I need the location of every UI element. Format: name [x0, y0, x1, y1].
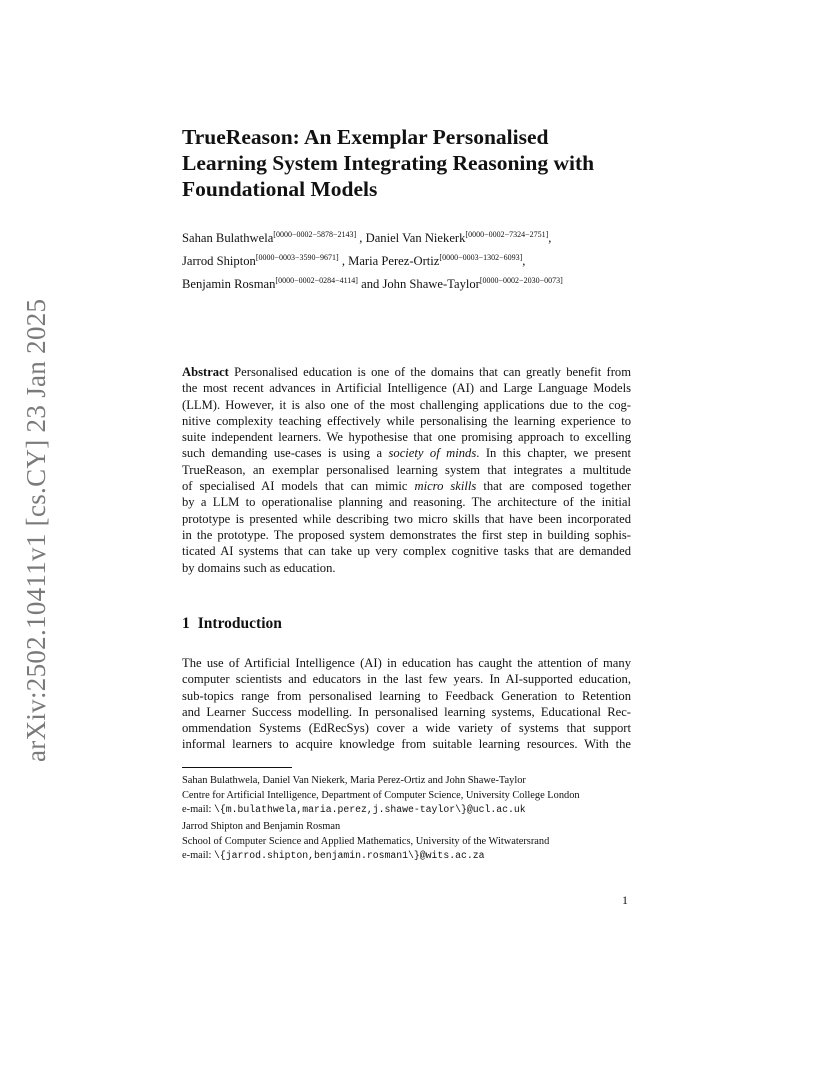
body-line: computer scientists and educators in the last few years. In AI-supported education,: [182, 672, 631, 687]
author-list: [182, 225, 642, 294]
author-name: Jarrod Shipton: [182, 254, 256, 268]
section-title: Introduction: [197, 615, 282, 632]
orcid-id[interactable]: [0000−0002−2030−0073]: [479, 276, 563, 285]
orcid-id[interactable]: [0000−0002−7324−2751]: [465, 230, 549, 239]
arxiv-identifier-stamp[interactable]: arXiv:2502.10411v1 [cs.CY] 23 Jan 2025: [21, 298, 51, 762]
abstract-paragraph: [182, 364, 631, 576]
orcid-id[interactable]: [0000−0003−1302−6093]: [439, 253, 523, 262]
introduction-paragraph: [182, 655, 631, 753]
paper-title: [182, 124, 642, 202]
orcid-id[interactable]: [0000−0002−0284−4114]: [275, 276, 358, 285]
author-name: Sahan Bulathwela: [182, 231, 274, 245]
body-line: sub-topics range from personalised learning to Feedback Generation to Retention: [182, 688, 631, 703]
abstract-line: by a LLM to operationalise planning and reasoning. The architecture of the initial: [182, 495, 631, 510]
abstract-line: in the prototype. The proposed system demonstrates the first step in building sophis-: [182, 527, 631, 542]
abstract-line: the most recent advances in Artificial Intelligence (AI) and Large Language Models: [182, 381, 631, 396]
orcid-id[interactable]: [0000−0002−5878−2143]: [273, 230, 357, 239]
abstract-line: [182, 364, 631, 380]
affiliation-footnote-wits: [182, 820, 642, 864]
abstract-line: [182, 445, 631, 461]
abstract-text: such demanding use-cases is using a: [182, 446, 389, 461]
email-label: e-mail:: [182, 804, 215, 816]
author-separator: and: [357, 277, 383, 291]
author-separator: ,: [338, 254, 349, 268]
abstract-line: nitive complexity teaching effectively while personalising the learning experience to: [182, 413, 631, 428]
abstract-label: Abstract: [182, 365, 229, 379]
section-heading-introduction: [182, 615, 282, 633]
email-address[interactable]: \{m.bulathwela,maria.perez,j.shawe-taylor\}@ucl.ac.uk: [214, 804, 526, 816]
abstract-line: (LLM). However, it is also one of the most challenging applications due to the cog-: [182, 397, 631, 412]
author-separator: ,: [522, 254, 526, 268]
author-line: [182, 225, 642, 248]
affiliation-footnote-ucl: [182, 774, 642, 818]
abstract-text: that are composed together: [476, 479, 632, 494]
title-line: TrueReason: An Exemplar Personalised: [182, 125, 549, 149]
footnote-email-line: [182, 849, 642, 864]
page-number: 1: [622, 893, 628, 907]
abstract-text: . In this chapter, we present: [476, 446, 631, 461]
abstract-line: TrueReason, an exemplar personalised learning system that integrates a multitude: [182, 462, 631, 477]
abstract-text: Personalised education is one of the domains that can greatly benefit from: [228, 365, 631, 379]
footnote-affiliation: Centre for Artificial Intelligence, Department of Computer Science, University College London: [182, 789, 580, 801]
author-name: Benjamin Rosman: [182, 277, 276, 291]
footnote-email-line: [182, 803, 642, 818]
author-name: Maria Perez-Ortiz: [348, 254, 440, 268]
footnote-divider: [182, 767, 292, 768]
body-line: ommendation Systems (EdRecSys) cover a wide variety of systems that support: [182, 721, 631, 736]
abstract-line: prototype is presented while describing two micro skills that have been incorporated: [182, 511, 631, 526]
body-line: The use of Artificial Intelligence (AI) in education has caught the attention of many: [182, 656, 631, 670]
title-line: Learning System Integrating Reasoning with: [182, 151, 595, 175]
abstract-line: suite independent learners. We hypothesise that one promising approach to excelling: [182, 430, 631, 445]
emphasis-micro-skills: micro skills: [414, 479, 477, 494]
body-line: informal learners to acquire knowledge from suitable learning resources. With the: [182, 737, 631, 752]
author-separator: ,: [548, 231, 552, 245]
author-separator: ,: [356, 231, 366, 245]
footnote-authors: Sahan Bulathwela, Daniel Van Niekerk, Maria Perez-Ortiz and John Shawe-Taylor: [182, 775, 526, 786]
email-label: e-mail:: [182, 850, 215, 862]
author-name: Daniel Van Niekerk: [365, 231, 466, 245]
abstract-line: by domains such as education.: [182, 560, 336, 575]
orcid-id[interactable]: [0000−0003−3590−9671]: [255, 253, 339, 262]
author-line: [182, 248, 642, 271]
body-line: and Learner Success modelling. In personalised learning systems, Educational Rec-: [182, 704, 631, 719]
footnote-authors: Jarrod Shipton and Benjamin Rosman: [182, 821, 341, 832]
footnote-affiliation: School of Computer Science and Applied Mathematics, University of the Witwatersrand: [182, 835, 550, 847]
abstract-text: of specialised AI models that can mimic: [182, 479, 415, 494]
email-address[interactable]: \{jarrod.shipton,benjamin.rosman1\}@wits.ac.za: [214, 850, 485, 862]
abstract-line: ticated AI systems that can take up very complex cognitive tasks that are demanded: [182, 544, 631, 559]
author-line: [182, 271, 642, 294]
author-name: John Shawe-Taylor: [382, 277, 480, 291]
title-line: Foundational Models: [182, 177, 378, 201]
emphasis-society-of-minds: society of minds: [388, 446, 477, 461]
section-number: 1: [182, 615, 190, 632]
abstract-line: [182, 478, 631, 494]
